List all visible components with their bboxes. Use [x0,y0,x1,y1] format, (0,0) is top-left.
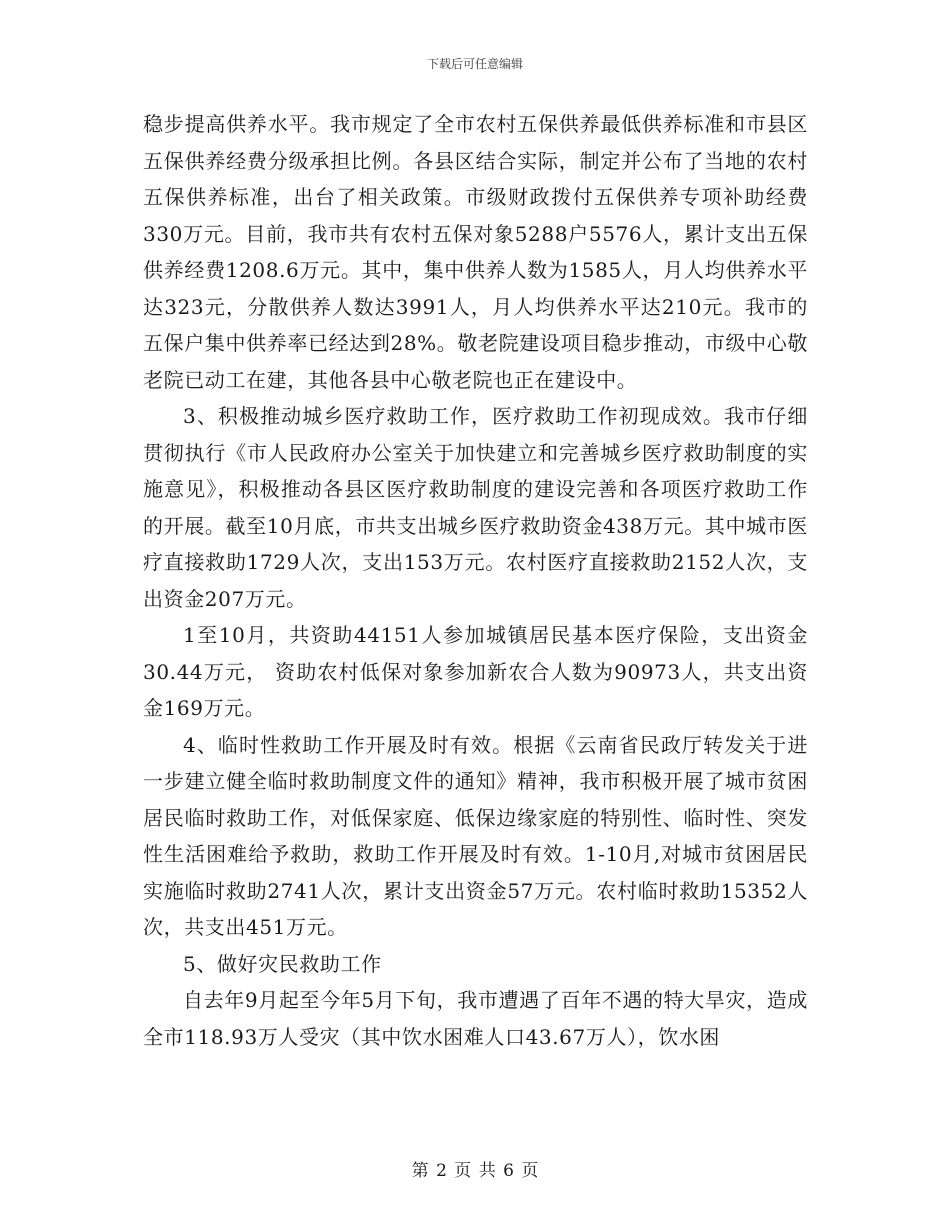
section-heading-disaster-relief: 5、做好灾民救助工作 [183,951,382,976]
paragraph-medical-aid: 3、积极推动城乡医疗救助工作，医疗救助工作初现成效。我市仔细贯彻执行《市人民政府办公室关于加快建立和完善城乡医疗救助制度的实施意见》，积极推动各县区医疗救助制度的建设完善和各项医疗救助工作的开展。截至10月底，市共支出城乡医疗救助资金438万元。其中城市医疗直接救助1729人次，支出153万元。农村医疗直接救助2152人次，支出资金207万元。 [143,404,808,611]
page-number-footer: 第 2 页 共 6 页 [411,1161,539,1181]
paragraph-temporary-aid: 4、临时性救助工作开展及时有效。根据《云南省民政厅转发关于进一步建立健全临时救助制度文件的通知》精神，我市积极开展了城市贫困居民临时救助工作，对低保家庭、低保边缘家庭的特别性、临时性、突发性生活困难给予救助，救助工作开展及时有效。1-10月,对城市贫困居民实施临时救助2741人次，累计支出资金57万元。农村临时救助15352人次，共支出451万元。 [143,732,808,939]
paragraph-drought: 自去年9月起至今年5月下旬，我市遭遇了百年不遇的特大旱灾，造成全市118.93万人受灾（其中饮水困难人口43.67万人），饮水困 [143,988,808,1049]
page-header: 下载后可任意编辑 [426,57,523,71]
paragraph-insurance-subsidy: 1至10月，共资助44151人参加城镇居民基本医疗保险，支出资金30.44万元， 资助农村低保对象参加新农合人数为90973人，共支出资金169万元。 [143,623,808,720]
document-body [143,106,808,1055]
paragraph-welfare-standards: 稳步提高供养水平。我市规定了全市农村五保供养最低供养标准和市县区五保供养经费分级承担比例。各县区结合实际，制定并公布了当地的农村五保供养标准，出台了相关政策。市级财政拨付五保供养专项补助经费330万元。目前，我市共有农村五保对象5288户5576人，累计支出五保供养经费1208.6万元。其中，集中供养人数为1585人，月人均供养水平达323元，分散供养人数达3991人，月人均供养水平达210元。我市的五保户集中供养率已经达到28%。敬老院建设项目稳步推动，市级中心敬老院已动工在建，其他各县中心敬老院也正在建设中。 [143,112,808,392]
